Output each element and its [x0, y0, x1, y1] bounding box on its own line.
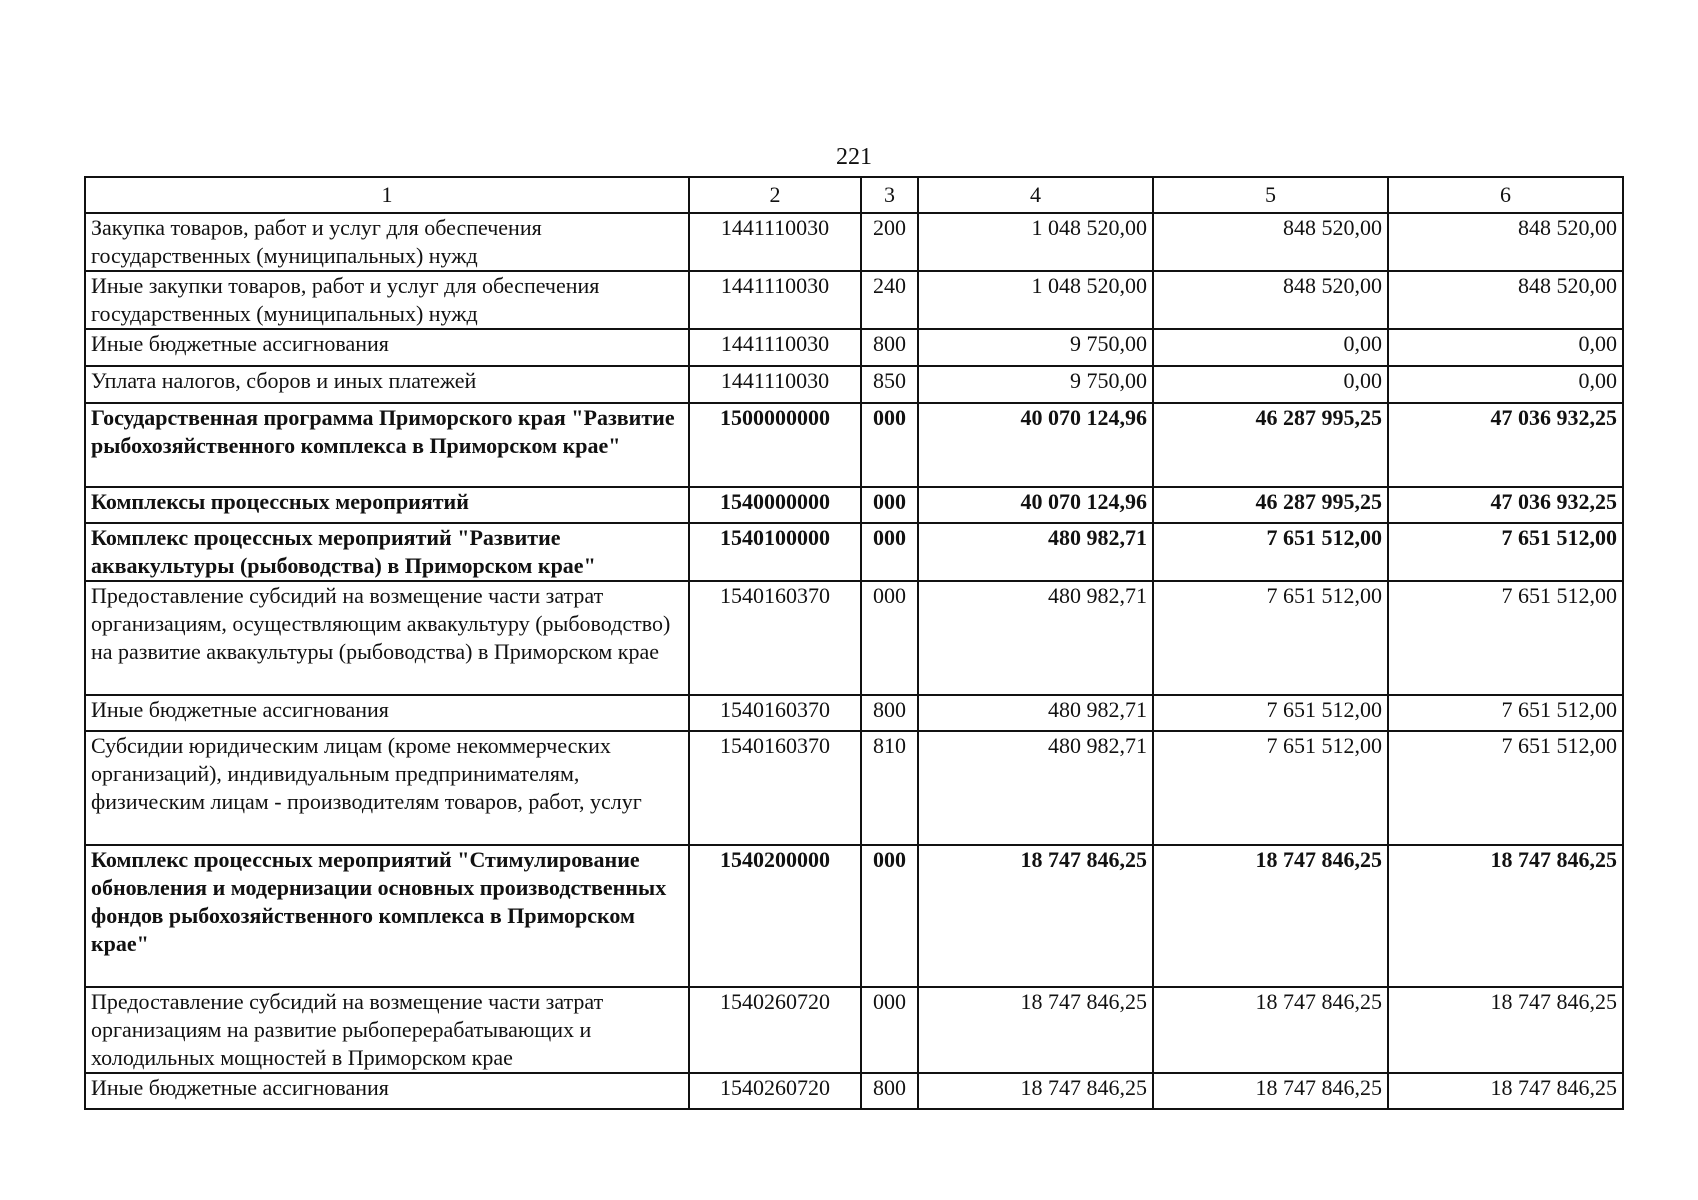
row-amount-col4: 480 982,71 [918, 731, 1153, 845]
row-name: Государственная программа Приморского края "Развитие рыбохозяйственного комплекса в Приморском крае" [85, 403, 689, 487]
row-name: Иные бюджетные ассигнования [85, 329, 689, 366]
row-target-code: 1540200000 [689, 845, 861, 987]
row-amount-col6: 0,00 [1388, 329, 1623, 366]
row-amount-col5: 7 651 512,00 [1153, 581, 1388, 695]
row-amount-col6: 18 747 846,25 [1388, 845, 1623, 987]
page-number: 221 [836, 144, 872, 170]
row-amount-col4: 9 750,00 [918, 329, 1153, 366]
table-row [85, 581, 1623, 695]
row-expense-type: 800 [861, 695, 918, 731]
row-amount-col4: 480 982,71 [918, 695, 1153, 731]
row-target-code: 1540160370 [689, 731, 861, 845]
row-target-code: 1441110030 [689, 213, 861, 271]
row-amount-col4: 480 982,71 [918, 581, 1153, 695]
row-expense-type: 000 [861, 403, 918, 487]
row-target-code: 1441110030 [689, 271, 861, 329]
row-name: Иные бюджетные ассигнования [85, 1073, 689, 1109]
row-amount-col5: 0,00 [1153, 366, 1388, 403]
row-name: Предоставление субсидий на возмещение части затрат организациям на развитие рыбоперерабатывающих и холодильных мощностей в Приморском крае [85, 987, 689, 1073]
row-amount-col4: 480 982,71 [918, 523, 1153, 581]
row-target-code: 1540260720 [689, 1073, 861, 1109]
table-row [85, 731, 1623, 845]
row-name: Уплата налогов, сборов и иных платежей [85, 366, 689, 403]
row-amount-col6: 7 651 512,00 [1388, 695, 1623, 731]
row-expense-type: 240 [861, 271, 918, 329]
row-target-code: 1441110030 [689, 329, 861, 366]
table-row [85, 845, 1623, 987]
row-amount-col6: 7 651 512,00 [1388, 581, 1623, 695]
row-name: Иные бюджетные ассигнования [85, 695, 689, 731]
row-amount-col4: 40 070 124,96 [918, 403, 1153, 487]
table-row [85, 271, 1623, 329]
column-header-1: 1 [85, 177, 689, 213]
row-amount-col6: 18 747 846,25 [1388, 1073, 1623, 1109]
row-amount-col5: 7 651 512,00 [1153, 731, 1388, 845]
row-amount-col4: 18 747 846,25 [918, 845, 1153, 987]
row-target-code: 1540160370 [689, 695, 861, 731]
row-amount-col4: 40 070 124,96 [918, 487, 1153, 523]
row-amount-col5: 7 651 512,00 [1153, 523, 1388, 581]
row-amount-col6: 18 747 846,25 [1388, 987, 1623, 1073]
row-name: Комплекс процессных мероприятий "Развитие аквакультуры (рыбоводства) в Приморском крае" [85, 523, 689, 581]
row-amount-col6: 47 036 932,25 [1388, 487, 1623, 523]
table-row [85, 523, 1623, 581]
row-expense-type: 800 [861, 1073, 918, 1109]
row-name: Закупка товаров, работ и услуг для обеспечения государственных (муниципальных) нужд [85, 213, 689, 271]
row-amount-col4: 1 048 520,00 [918, 213, 1153, 271]
row-amount-col5: 18 747 846,25 [1153, 1073, 1388, 1109]
row-amount-col5: 46 287 995,25 [1153, 403, 1388, 487]
header-row [85, 177, 1623, 213]
row-name: Предоставление субсидий на возмещение части затрат организациям, осуществляющим аквакультуру (рыбоводство) на развитие аквакультуры (рыбоводства) в Приморском крае [85, 581, 689, 695]
row-amount-col5: 848 520,00 [1153, 271, 1388, 329]
row-amount-col5: 18 747 846,25 [1153, 987, 1388, 1073]
row-expense-type: 810 [861, 731, 918, 845]
table-row [85, 329, 1623, 366]
row-amount-col5: 7 651 512,00 [1153, 695, 1388, 731]
row-target-code: 1441110030 [689, 366, 861, 403]
row-expense-type: 800 [861, 329, 918, 366]
row-amount-col5: 18 747 846,25 [1153, 845, 1388, 987]
row-amount-col6: 0,00 [1388, 366, 1623, 403]
row-amount-col4: 18 747 846,25 [918, 987, 1153, 1073]
row-expense-type: 000 [861, 487, 918, 523]
row-amount-col6: 7 651 512,00 [1388, 731, 1623, 845]
table-row [85, 403, 1623, 487]
table-row [85, 987, 1623, 1073]
table-body [85, 213, 1623, 1109]
row-expense-type: 000 [861, 523, 918, 581]
table-row [85, 1073, 1623, 1109]
row-expense-type: 200 [861, 213, 918, 271]
row-target-code: 1500000000 [689, 403, 861, 487]
row-amount-col4: 18 747 846,25 [918, 1073, 1153, 1109]
column-header-3: 3 [861, 177, 918, 213]
row-amount-col5: 46 287 995,25 [1153, 487, 1388, 523]
column-header-4: 4 [918, 177, 1153, 213]
row-amount-col6: 47 036 932,25 [1388, 403, 1623, 487]
row-target-code: 1540000000 [689, 487, 861, 523]
row-expense-type: 850 [861, 366, 918, 403]
row-expense-type: 000 [861, 581, 918, 695]
row-target-code: 1540260720 [689, 987, 861, 1073]
row-amount-col5: 848 520,00 [1153, 213, 1388, 271]
row-expense-type: 000 [861, 987, 918, 1073]
row-name: Комплекс процессных мероприятий "Стимулирование обновления и модернизации основных производственных фондов рыбохозяйственного комплекса в Приморском крае" [85, 845, 689, 987]
row-name: Субсидии юридическим лицам (кроме некоммерческих организаций), индивидуальным предпринимателям, физическим лицам - производителям товаров, работ, услуг [85, 731, 689, 845]
row-amount-col5: 0,00 [1153, 329, 1388, 366]
row-amount-col6: 7 651 512,00 [1388, 523, 1623, 581]
row-name: Иные закупки товаров, работ и услуг для обеспечения государственных (муниципальных) нужд [85, 271, 689, 329]
column-header-2: 2 [689, 177, 861, 213]
table-row [85, 487, 1623, 523]
row-target-code: 1540100000 [689, 523, 861, 581]
row-expense-type: 000 [861, 845, 918, 987]
table-row [85, 213, 1623, 271]
column-header-6: 6 [1388, 177, 1623, 213]
row-amount-col6: 848 520,00 [1388, 271, 1623, 329]
table-row [85, 366, 1623, 403]
budget-table [84, 176, 1624, 1110]
row-amount-col4: 1 048 520,00 [918, 271, 1153, 329]
row-amount-col4: 9 750,00 [918, 366, 1153, 403]
row-name: Комплексы процессных мероприятий [85, 487, 689, 523]
row-target-code: 1540160370 [689, 581, 861, 695]
column-header-5: 5 [1153, 177, 1388, 213]
table-row [85, 695, 1623, 731]
row-amount-col6: 848 520,00 [1388, 213, 1623, 271]
